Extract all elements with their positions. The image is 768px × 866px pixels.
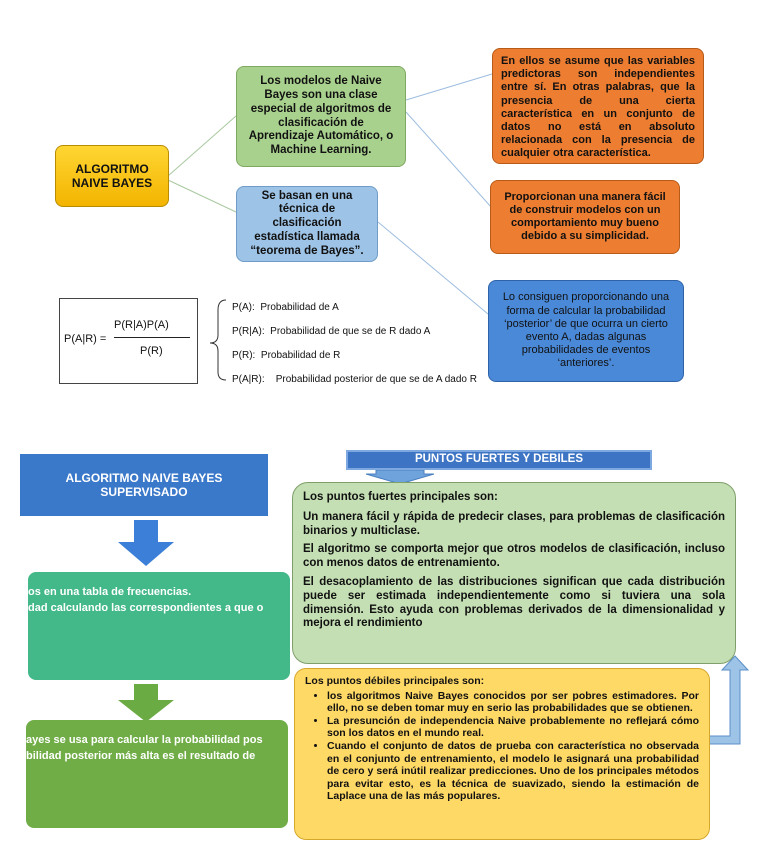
models-box [236,66,406,167]
down-arrow-green [118,684,174,722]
strength-item: El algoritmo se comporta mejor que otros modelos de clasificación, incluso con menos datos de entrenamiento. [303,543,725,570]
definitions-brace [210,300,226,380]
connector-models-assume [406,74,492,100]
green-line-2: bilidad posterior más alta es el resultado de [26,750,256,762]
green-line-1: ayes se usa para calcular la probabilidad pos [26,734,263,746]
teal-line-1: os en una tabla de frecuencias. [28,586,192,598]
assume-box [492,48,704,164]
posterior-text: Lo consiguen proporcionando una forma de calcular la probabilidad ‘posterior’ de que ocurra un cierto evento A, dadas algunas probabilidades de eventos ‘anteriores’. [502,291,670,370]
strengths-heading: Los puntos fuertes principales son: [303,491,498,503]
supervised-title-box [20,454,268,516]
strength-item: Un manera fácil y rápida de predecir clases, para problemas de clasificación binarios y multiclase. [303,510,725,537]
connector-theorem-posterior [378,222,488,314]
connector-models-easy [406,112,492,208]
connector-algo-theorem [168,180,236,212]
formula-denominator: P(R) [140,345,163,357]
green-box [26,720,288,828]
strengths-panel [292,482,736,664]
formula-numerator: P(R|A)P(A) [114,319,169,331]
definition-3: P(R): Probabilidad de R [232,350,341,361]
definition-2: P(R|A): Probabilidad de que se de R dado A [232,326,431,337]
weakness-item: • los algoritmos Naive Bayes conocidos por ser pobres estimadores. Por ello, no se deben tomar muy en serio las probabilidades que se obtienen. [327,690,699,715]
posterior-box [488,280,684,382]
strengths-banner-text: PUNTOS FUERTES Y DEBILES [414,453,584,466]
weakness-item: • Cuando el conjunto de datos de prueba con característica no observada en el conjunto de entrenamiento, el modelo le asignará una probabilidad de cero y será inútil realizar predicciones. Uno de los principales métodos para evitar esto, es la técnica de suavizado, siendo la estimación de Laplace una de las más populares. [327,740,699,803]
fraction-bar [114,337,190,338]
bent-up-arrow [708,656,748,744]
strengths-banner [346,450,652,470]
formula-lhs: P(A|R) = [64,333,107,345]
strength-item: El desacoplamiento de las distribuciones significan que cada distribución puede ser estimada independientemente como si tuviera una sola dimensión. Esto ayuda con problemas derivados de la dimensionalidad y mejora el rendimiento [303,575,725,630]
easy-text: Proporcionan una manera fácil de construir modelos con un comportamiento muy bueno debido a su simplicidad. [504,190,666,243]
theorem-text: Se basan en una técnica de clasificación estadística llamada “teorema de Bayes”. [250,189,364,257]
weaknesses-heading: Los puntos débiles principales son: [305,675,485,687]
algo-title: ALGORITMO NAIVE BAYES [71,161,153,190]
supervised-title: ALGORITMO NAIVE BAYES SUPERVISADO [65,470,223,499]
bayes-formula [59,298,198,384]
models-text: Los modelos de Naive Bayes son una clase especial de algoritmos de clasificación de Aprendizaje Automático, o Machine Learning. [248,75,394,157]
down-arrow-blue [118,520,174,566]
algo-title-box [55,145,169,207]
definition-4: P(A|R): Probabilidad posterior de que se de A dado R [232,374,477,385]
weaknesses-panel [294,668,710,840]
connector-algo-models [168,116,236,176]
definition-1: P(A): Probabilidad de A [232,302,339,313]
assume-text: En ellos se asume que las variables predictoras son independientes entre sí. En otras palabras, que la presencia de una cierta característica en un conjunto de datos no está en absoluto relacionada con la presencia de cualquier otra característica. [501,55,695,160]
weakness-item: • La presunción de independencia Naive probablemente no reflejará cómo son los datos en el mundo real. [327,715,699,740]
teal-box [28,572,290,680]
easy-box [490,180,680,254]
teal-line-2: dad calculando las correspondientes a que o [28,602,264,614]
theorem-box [236,186,378,262]
